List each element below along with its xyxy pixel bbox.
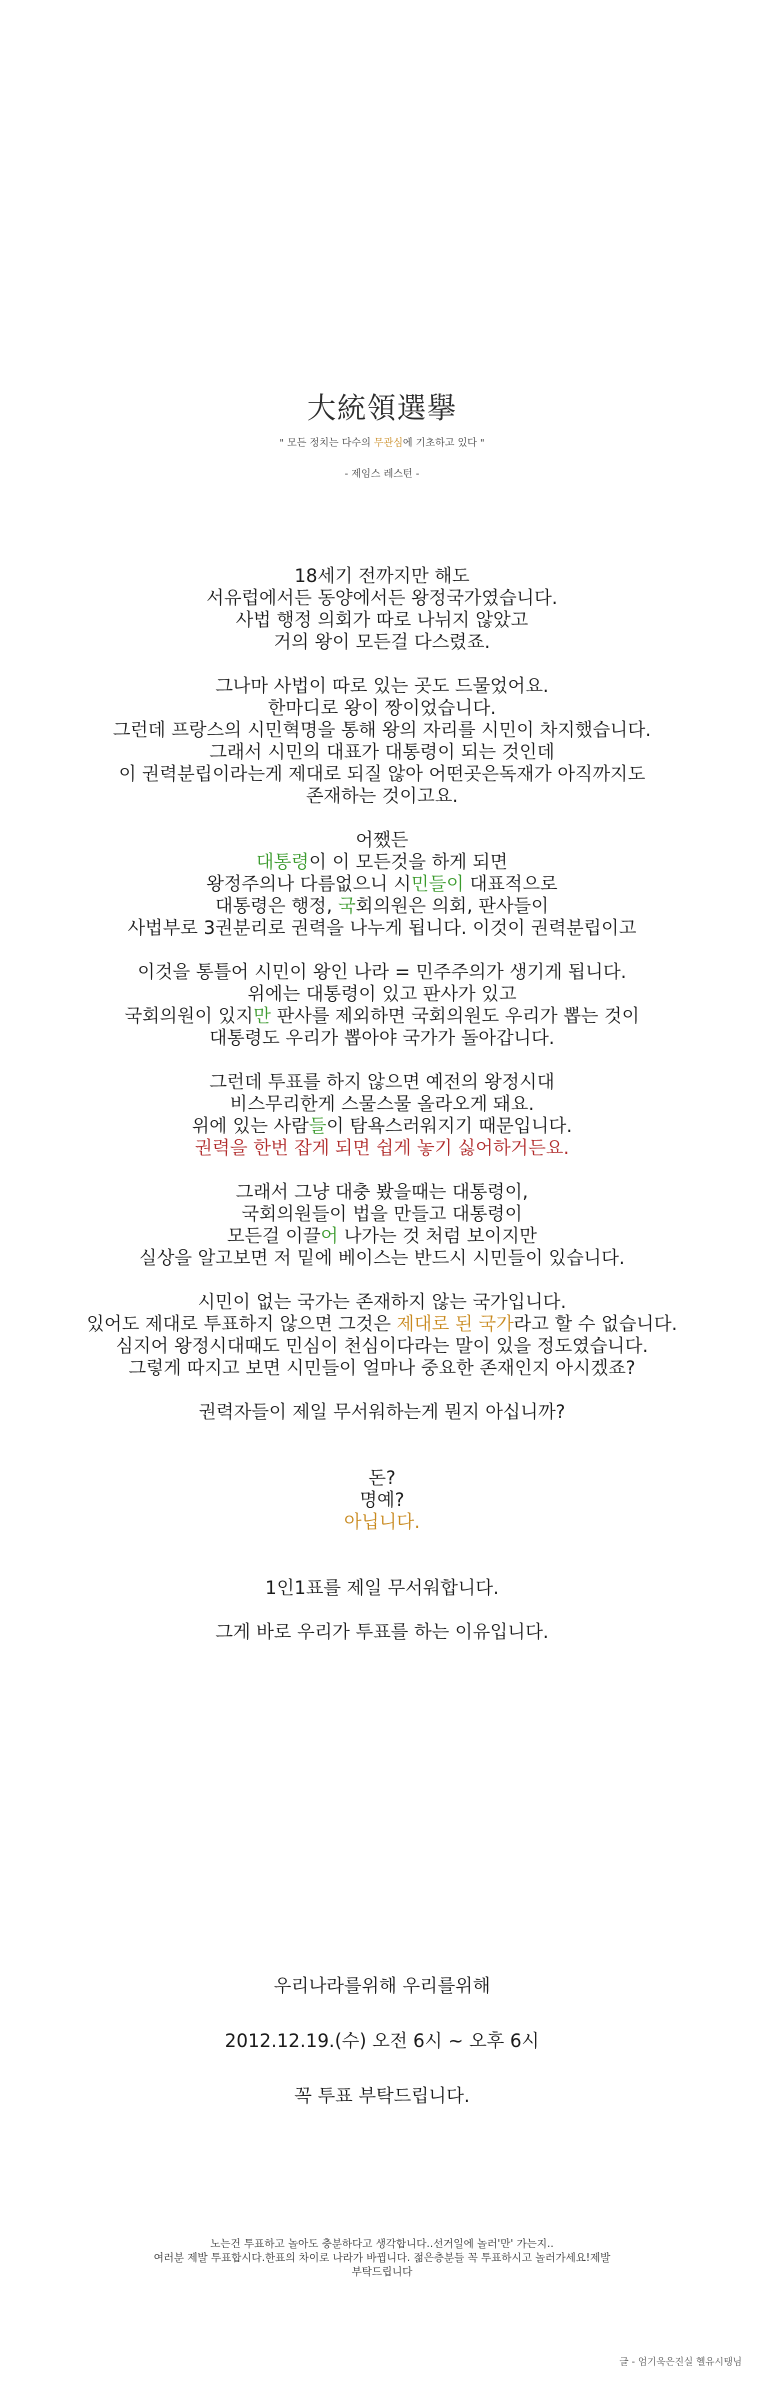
closing-block (0, 1976, 764, 2108)
text-line (0, 852, 764, 874)
paragraph (0, 1622, 764, 1644)
highlighted-text: 민들이 (411, 874, 464, 895)
text-segment: 국회의원이 있지 (124, 1006, 254, 1027)
paragraph (0, 1072, 764, 1160)
election-date: 2012.12.19.(수) 오전 6시 ~ 오후 6시 (224, 2031, 540, 2052)
footnote (0, 2237, 764, 2279)
paragraph (0, 830, 764, 940)
text-segment: 실상을 알고보면 저 밑에 베이스는 반드시 시민들이 있습니다. (139, 1248, 625, 1269)
quote-author: - 제임스 레스턴 - (344, 469, 420, 480)
text-segment: 위에 있는 사람 (191, 1116, 309, 1137)
text-line (0, 1490, 764, 1512)
text-segment: 이 권력분립이라는게 제대로 되질 않아 어떤곳은독재가 아직까지도 (118, 764, 646, 785)
text-line (0, 1072, 764, 1094)
text-line (0, 1138, 764, 1160)
highlighted-text: 아닙니다. (343, 1512, 421, 1533)
paragraph (0, 1556, 764, 1600)
text-line (0, 1226, 764, 1248)
text-segment: 비스무리한게 스물스물 올라오게 돼요. (229, 1094, 535, 1115)
text-line (0, 1512, 764, 1534)
text-line (0, 632, 764, 654)
paragraph (0, 1402, 764, 1424)
epigraph-after: 에 기초하고 있다 " (402, 438, 485, 449)
text-line (0, 742, 764, 764)
highlighted-text: 제대로 된 국가 (396, 1314, 514, 1335)
text-line (0, 588, 764, 610)
text-segment: 이 탐욕스러워지기 때문입니다. (326, 1116, 573, 1137)
paragraph (0, 1446, 764, 1534)
closing-request: 꼭 투표 부탁드립니다. (294, 2086, 470, 2107)
text-line (0, 1336, 764, 1358)
paragraph (0, 676, 764, 808)
text-line (0, 1116, 764, 1138)
text-line (0, 610, 764, 632)
text-segment: 어쨌든 (355, 830, 409, 851)
text-line (0, 698, 764, 720)
text-line (0, 764, 764, 786)
text-segment: 심지어 왕정시대때도 민심이 천심이다라는 말이 있을 정도였습니다. (115, 1336, 649, 1357)
text-segment: 그나마 사법이 따로 있는 곳도 드물었어요. (215, 676, 549, 697)
text-line (0, 1248, 764, 1270)
footnote-line: 노는건 투표하고 놀아도 충분하다고 생각합니다..선거일에 놀러'만' 가는지.. (210, 2238, 554, 2250)
text-segment: 사법부로 3권분리로 권력을 나누게 됩니다. 이것이 권력분립이고 (127, 918, 637, 939)
text-segment: 그런데 투표를 하지 않으면 예전의 왕정시대 (209, 1072, 555, 1093)
page-title: 大統領選擧 (306, 391, 457, 425)
epigraph-quote (0, 434, 764, 449)
text-segment: 회의원은 의회, 판사들이 (355, 896, 549, 917)
text-line (0, 676, 764, 698)
text-segment: 그렇게 따지고 보면 시민들이 얼마나 중요한 존재인지 아시겠죠? (128, 1358, 636, 1379)
highlighted-text: 권력을 한번 잡게 되면 쉽게 놓기 싫어하거든요. (194, 1138, 570, 1159)
paragraph (0, 566, 764, 654)
text-line (0, 1556, 764, 1578)
text-line (0, 1446, 764, 1468)
text-segment: 위에는 대통령이 있고 판사가 있고 (247, 984, 517, 1005)
text-line (0, 786, 764, 808)
text-line (0, 720, 764, 742)
text-segment: 모든걸 이끌 (226, 1226, 321, 1247)
text-line (0, 1292, 764, 1314)
text-segment: 1인1표를 제일 무서워합니다. (265, 1578, 499, 1599)
text-line (0, 918, 764, 940)
text-segment: 이것을 통틀어 시민이 왕인 나라 = 민주주의가 생기게 됩니다. (137, 962, 627, 983)
text-segment: 판사를 제외하면 국회의원도 우리가 뽑는 것이 (270, 1006, 640, 1027)
highlighted-text: 만 (253, 1006, 271, 1027)
epigraph-highlight: 무관심 (373, 438, 403, 449)
text-segment: 돈? (368, 1468, 396, 1489)
footnote-line: 부탁드립니다 (351, 2266, 413, 2278)
text-segment: 시민이 없는 국가는 존재하지 않는 국가입니다. (197, 1292, 567, 1313)
paragraph (0, 1182, 764, 1270)
text-line (0, 1204, 764, 1226)
text-segment: 대통령도 우리가 뽑아야 국가가 돌아갑니다. (209, 1028, 555, 1049)
text-segment: 서유럽에서든 동양에서든 왕정국가였습니다. (206, 588, 558, 609)
text-line (0, 566, 764, 588)
text-line (0, 984, 764, 1006)
highlighted-text: 대통령 (256, 852, 309, 873)
closing-slogan: 우리나라를위해 우리를위해 (273, 1976, 491, 1997)
highlighted-text: 들 (308, 1116, 327, 1137)
text-segment: 그런데 프랑스의 시민혁명을 통해 왕의 자리를 시민이 차지했습니다. (112, 720, 652, 741)
text-line (0, 1006, 764, 1028)
text-line (0, 1314, 764, 1336)
epigraph-before: " 모든 정치는 다수의 (279, 438, 374, 449)
text-segment: 그게 바로 우리가 투표를 하는 이유입니다. (215, 1622, 549, 1643)
text-segment: 왕정주의나 다름없으니 시 (206, 874, 412, 895)
highlighted-text: 국 (338, 896, 356, 917)
author-credit: 글 - 엄기욱은진실 헬유시탱님 (619, 2357, 742, 2368)
text-line (0, 1028, 764, 1050)
text-line (0, 1358, 764, 1380)
text-line (0, 896, 764, 918)
text-segment: 18세기 전까지만 해도 (294, 566, 470, 587)
text-segment: 사법 행정 의회가 따로 나뉘지 않았고 (235, 610, 529, 631)
text-segment: 이 이 모든것을 하게 되면 (308, 852, 508, 873)
text-line (0, 830, 764, 852)
text-line (0, 1402, 764, 1424)
footnote-line: 여러분 제발 투표합시다.한표의 차이로 나라가 바뀝니다. 젊은층분들 꼭 투표하시고 놀러가세요!제발 (153, 2252, 611, 2264)
paragraph (0, 1292, 764, 1380)
text-line (0, 962, 764, 984)
text-segment: 권력자들이 제일 무서워하는게 뭔지 아십니까? (198, 1402, 566, 1423)
text-segment: 그래서 그냥 대충 봤을때는 대통령이, (235, 1182, 529, 1203)
highlighted-text: 어 (320, 1226, 339, 1247)
text-segment: 명예? (359, 1490, 405, 1511)
text-segment: 대표적으로 (463, 874, 558, 895)
text-segment: 라고 할 수 없습니다. (513, 1314, 678, 1335)
text-segment: 대통령은 행정, (215, 896, 339, 917)
text-segment: 한마디로 왕이 짱이었습니다. (267, 698, 497, 719)
body-text (0, 566, 764, 1644)
text-segment: 거의 왕이 모든걸 다스렸죠. (273, 632, 491, 653)
text-segment: 국회의원들이 법을 만들고 대통령이 (241, 1204, 523, 1225)
text-segment: 존재하는 것이고요. (305, 786, 459, 807)
text-segment: 그래서 시민의 대표가 대통령이 되는 것인데 (209, 742, 555, 763)
text-line (0, 874, 764, 896)
text-line (0, 1622, 764, 1644)
text-line (0, 1468, 764, 1490)
text-line (0, 1182, 764, 1204)
text-segment: 있어도 제대로 투표하지 않으면 그것은 (86, 1314, 397, 1335)
text-line (0, 1578, 764, 1600)
text-line (0, 1094, 764, 1116)
text-segment: 나가는 것 처럼 보이지만 (338, 1226, 538, 1247)
paragraph (0, 962, 764, 1050)
